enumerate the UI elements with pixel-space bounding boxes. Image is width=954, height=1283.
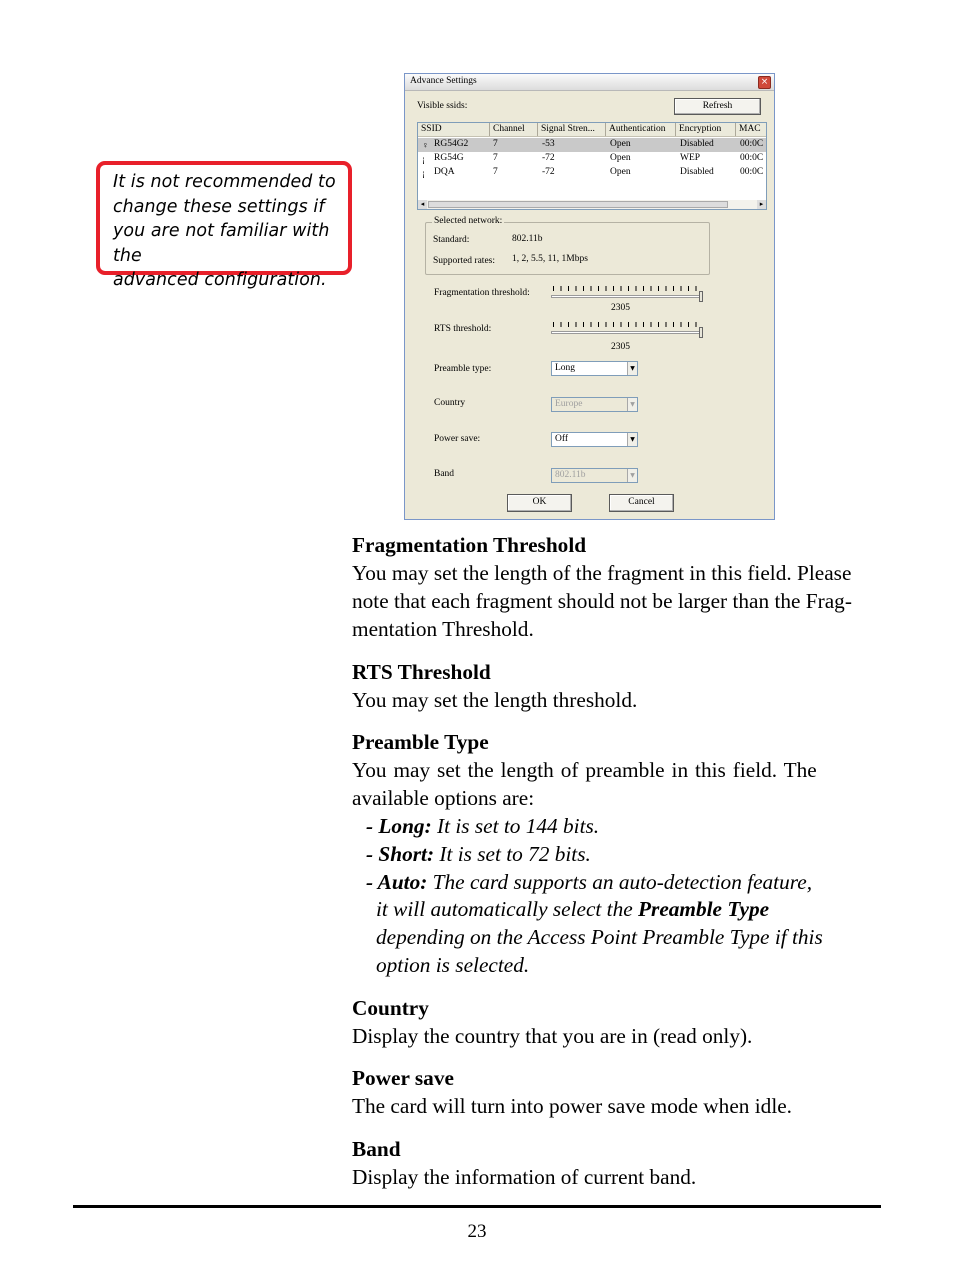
col-mac[interactable]: MAC (739, 124, 761, 134)
selected-network-label: Selected network: (434, 216, 503, 226)
table-row[interactable]: ♀ RG54G2 7 -53 Open Disabled 00:0C (418, 138, 766, 152)
chevron-down-icon[interactable]: ▼ (627, 362, 637, 375)
band-body: Display the information of current band. (352, 1165, 697, 1189)
selected-network-group (425, 216, 710, 275)
rts-threshold-value: 2305 (611, 342, 630, 352)
refresh-button[interactable]: Refresh (674, 98, 761, 115)
power-save-heading: Power save (352, 1066, 454, 1090)
option-auto: - Auto: The card supports an auto-detection feature, (366, 870, 813, 894)
option-long: - Long: It is set to 144 bits. (366, 814, 600, 838)
rates-value: 1, 2, 5.5, 11, 1Mbps (512, 254, 588, 264)
scroll-right-icon[interactable]: ▸ (757, 200, 766, 209)
warning-callout (96, 161, 352, 290)
option-auto-line: depending on the Access Point Preamble Type if this (376, 925, 823, 949)
country-select: Europe ▼ (551, 397, 638, 412)
preamble-body-line: You may set the length of preamble in this field. The (352, 758, 817, 782)
frag-body-line: You may set the length of the fragment in this field. Please (352, 561, 852, 585)
option-auto-line: option is selected. (376, 953, 530, 977)
preamble-type-label: Preamble type: (434, 364, 492, 374)
antenna-icon: ¡ (422, 154, 425, 164)
power-save-label: Power save: (434, 434, 481, 444)
band-select: 802.11b ▼ (551, 468, 638, 483)
frag-body-line: mentation Threshold. (352, 617, 534, 641)
preamble-type-select[interactable]: Long ▼ (551, 361, 638, 376)
col-signal[interactable]: Signal Stren... (538, 123, 606, 136)
rts-threshold-label: RTS threshold: (434, 324, 492, 334)
col-channel[interactable]: Channel (490, 123, 538, 136)
rates-label: Supported rates: (433, 256, 496, 266)
chevron-down-icon: ▼ (627, 398, 637, 411)
ok-button[interactable]: OK (507, 494, 572, 512)
standard-label: Standard: (433, 235, 470, 245)
band-heading: Band (352, 1137, 401, 1161)
table-row[interactable]: ¡ RG54G 7 -72 Open WEP 00:0C (422, 153, 764, 164)
dialog-title: Advance Settings (410, 76, 477, 86)
standard-value: 802.11b (512, 234, 543, 244)
option-auto-line: it will automatically select the Preamble Type (376, 897, 770, 921)
band-label: Band (434, 469, 455, 479)
scroll-left-icon[interactable]: ◂ (418, 200, 427, 209)
power-save-select[interactable]: Off ▼ (551, 432, 638, 447)
scroll-thumb[interactable] (428, 201, 728, 208)
visible-ssids-label: Visible ssids: (417, 101, 468, 111)
table-row[interactable]: ¡ DQA 7 -72 Open Disabled 00:0C (422, 167, 764, 178)
dialog-titlebar (405, 74, 774, 91)
country-label: Country (434, 398, 466, 408)
slider-thumb[interactable] (699, 291, 703, 302)
network-list[interactable] (417, 122, 767, 210)
rts-body: You may set the length threshold. (352, 688, 638, 712)
cancel-button[interactable]: Cancel (609, 494, 674, 512)
antenna-icon: ♀ (422, 140, 429, 150)
col-encryption[interactable]: Encryption (676, 123, 736, 136)
country-body: Display the country that you are in (read only). (352, 1024, 753, 1048)
frag-threshold-value: 2305 (611, 303, 630, 313)
chevron-down-icon[interactable]: ▼ (627, 433, 637, 446)
footer-rule (73, 1205, 881, 1208)
callout-text: It is not recommended to change these settings if you are not familiar with the advanced configuration. (113, 172, 336, 290)
frag-heading: Fragmentation Threshold (352, 533, 587, 557)
list-header (418, 123, 766, 137)
rts-threshold-slider[interactable] (551, 322, 703, 342)
frag-threshold-label: Fragmentation threshold: (434, 288, 530, 298)
preamble-body-line: available options are: (352, 786, 535, 810)
horizontal-scrollbar[interactable] (417, 200, 767, 210)
preamble-heading: Preamble Type (352, 730, 489, 754)
close-icon[interactable]: × (758, 76, 771, 89)
country-heading: Country (352, 996, 429, 1020)
chevron-down-icon: ▼ (627, 469, 637, 482)
slider-thumb[interactable] (699, 327, 703, 338)
frag-body-line: note that each fragment should not be larger than the Frag- (352, 589, 852, 613)
rts-heading: RTS Threshold (352, 660, 491, 684)
advance-settings-dialog (404, 73, 775, 520)
col-ssid[interactable]: SSID (418, 123, 490, 136)
antenna-icon: ¡ (422, 168, 425, 178)
col-authentication[interactable]: Authentication (606, 123, 676, 136)
option-short: - Short: It is set to 72 bits. (366, 842, 591, 866)
power-save-body: The card will turn into power save mode when idle. (352, 1094, 793, 1118)
page-number: 23 (467, 1221, 487, 1242)
